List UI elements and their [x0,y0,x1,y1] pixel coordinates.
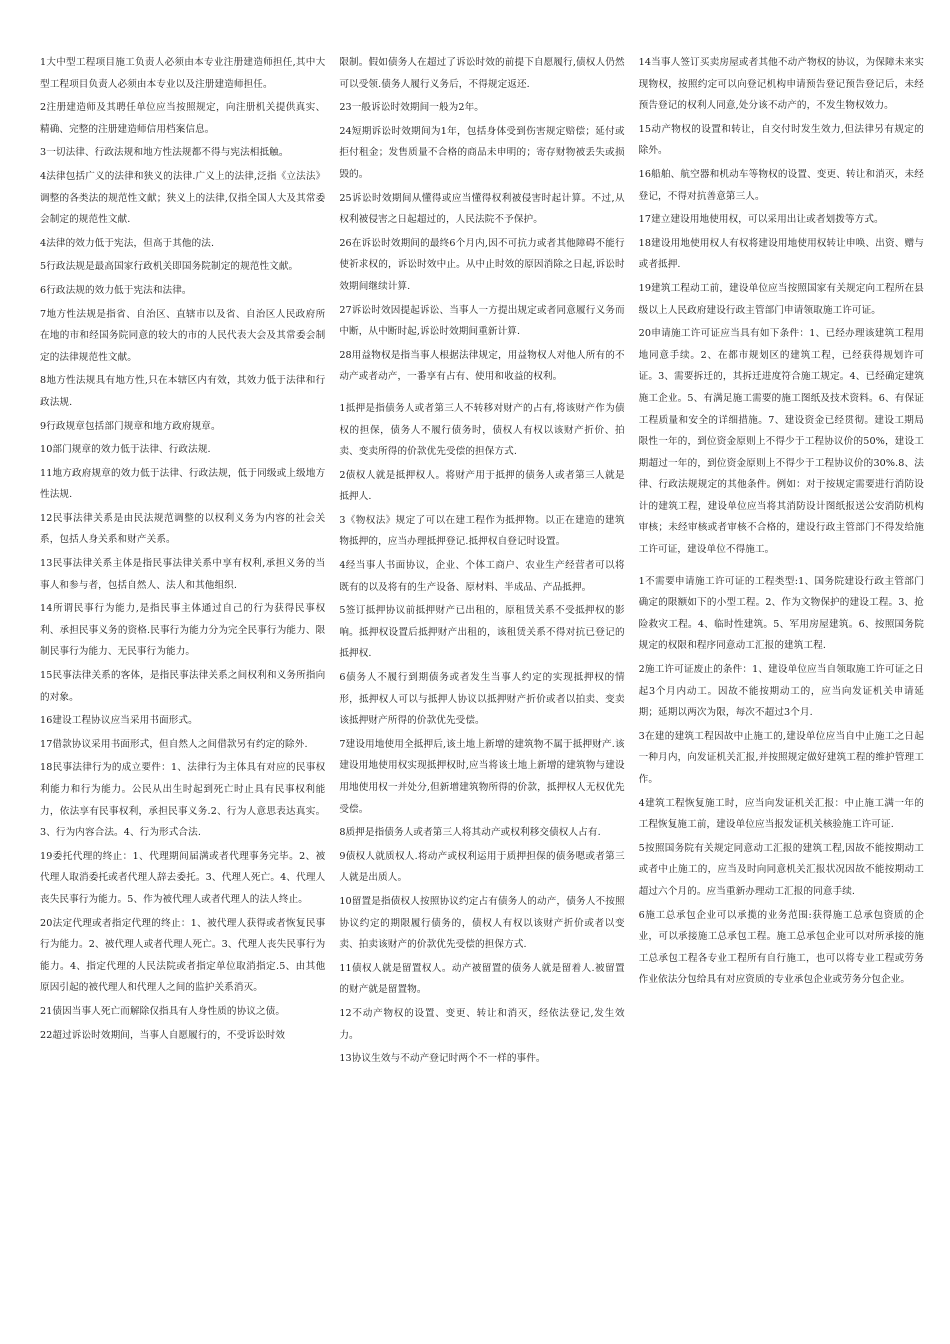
paragraph: 3在建的建筑工程因故中止施工的,建设单位应当自中止施工之日起一种月内，向发证机关汇报,并按照规定做好建筑工程的维护管理工作。 [638,730,924,785]
paragraph: 19建筑工程动工前，建设单位应当按照国家有关规定向工程所在县级以上人民政府建设行政主管部门申请领取施工许可证。 [638,282,924,316]
paragraph: 16船舶、航空器和机动车等物权的设置、变更、转让和消灭，未经登记，不得对抗善意第三人。 [638,168,924,202]
paragraph: 15动产物权的设置和转让，自交付时发生效力,但法律另有规定的除外。 [638,123,924,157]
paragraph: 2债权人就是抵押权人。将财产用于抵押的债务人或者第三人就是抵押人. [339,469,625,503]
paragraph: 23一般诉讼时效期间一般为2年。 [339,102,484,114]
paragraph: 1大中型工程项目施工负责人必须由本专业注册建造师担任,其中大型工程项目负责人必须由本专业以及注册建造师担任。 [40,57,326,90]
paragraph: 4法律包括广义的法律和狭义的法律.广义上的法律,泛指《立法法》调整的各类法的规范性文献；狭义上的法律,仅指全国人大及其常委会制定的规范性文献. [40,170,326,226]
paragraph: 12民事法律关系是由民法规范调整的以权利义务为内容的社会关系，包括人身关系和财产关系。 [40,512,326,546]
paragraph: 4建筑工程恢复施工时，应当向发证机关汇报：中止施工满一年的工程恢复施工前，建设单位应当报发证机关核验施工许可证. [638,797,924,831]
paragraph: 19委托代理的终止：1、代理期间届满或者代理事务完毕。2、被代理人取消委托或者代理人辞去委托。3、代理人死亡。4、代理人丧失民事行为能力。5、作为被代理人或者代理人的法人终止。 [40,850,326,905]
paragraph: 3一切法律、行政法规和地方性法规都不得与宪法相抵触。 [40,147,289,159]
paragraph: 10留置是指债权人按照协议约定占有债务人的动产，债务人不按照协议约定的期限履行债务的，债权人有权以该财产折价或者以变卖、拍卖该财产的价款优先受偿的担保方式. [339,895,625,951]
paragraph: 16建设工程协议应当采用书面形式。 [40,715,198,727]
text-column-left [40,52,325,1324]
text-column-right [639,52,924,1324]
paragraph: 7建设用地使用全抵押后,该土地上新增的建筑物不属于抵押财产.该建设用地使用权实现抵押权时,应当将该土地上新增的建筑物与建设用地使用权一并处分,但新增建筑物所得的价款，抵押权人无权优先受偿。 [339,738,625,815]
paragraph: 18建设用地使用权人有权将建设用地使用权转让申唤、出资、赠与或者抵押. [638,237,924,271]
paragraph: 14当事人签订买卖房屋或者其他不动产物权的协议，为保障未来实现物权，按照约定可以向登记机构申请预告登记预告登记后，未经预告登记的权利人同意,处分该不动产的，不发生物权效力。 [638,57,924,112]
paragraph: 18民事法律行为的成立要件：1、法律行为主体具有对应的民事权利能力和行为能力。公民从出生时起到死亡时止具有民事权利能力，依法享有民事权利，承担民事义务.2、行为人意思表达真实。3、行为内容合法。4、行为形式合法. [40,762,326,839]
paragraph: 20申请施工许可证应当具有如下条件：1、已经办理该建筑工程用地同意手续。2、在都市规划区的建筑工程，已经获得规划许可证。3、需要拆迁的，其拆迁进度符合施工规定。4、已经确定建筑施工企业。5、有满足施工需要的施工图纸及技术资料。6、有保证工程质量和安全的详细措施。7、建设资金已经贯彻。建设工期局限性一年的，到位资金原则上不得少于工程协议价的50%，建设工期超过一年的，到位资金原则上不得少于工程协议价的30%.8、法律、行政法规规定的其他条件。例如：对于按规定需要进行消防设计的建筑工程，建设单位应当将其消防设计图纸报送公安消防机构审核；未经审核或者审核不合格的，建设行政主管部门不得发给施工许可证，建设单位不得施工。 [638,328,924,556]
paragraph: 2施工许可证废止的条件：1、建设单位应当自领取施工许可证之日起3个月内动工。因故不能按期动工的，应当向发证机关申请延期；延期以两次为限，每次不超过3个月. [638,664,924,719]
paragraph: 9行政规章包括部门规章和地方政府规章。 [40,420,221,432]
paragraph: 8地方性法规具有地方性,只在本辖区内有效，其效力低于法律和行政法规. [40,375,326,408]
paragraph: 2注册建造师及其聘任单位应当按照规定，向注册机关提供真实、精确、完整的注册建造师信用档案信息。 [40,102,326,135]
paragraph: 9债权人就质权人.将动产或权利运用于质押担保的债务嗯或者第三人就是出质人。 [339,850,625,884]
paragraph: 12不动产物权的设置、变更、转让和消灭，经依法登记,发生效力。 [339,1007,625,1041]
paragraph: 21债因当事人死亡而解除仅指具有人身性质的协议之债。 [40,1005,286,1017]
paragraph: 6施工总承包企业可以承揽的业务范围:获得施工总承包资质的企业，可以承接施工总承包工程。施工总承包企业可以对所承接的施工总承包工程各专业工程所有自行施工，也可以将专业工程或劳务作业依法分包给具有对应资质的专业承包企业或劳务分包企业。 [638,909,924,986]
paragraph: 24短期诉讼时效期间为1年，包括身体受到伤害规定赔偿；延付或拒付租金；发售质量不合格的商品未申明的；寄存财物被丢失或损毁的。 [339,125,625,180]
paragraph: 17借款协议采用书面形式，但自然人之间借款另有约定的除外. [40,738,308,750]
paragraph: 25诉讼时效期间从懂得或应当懂得权利被侵害时起计算。不过,从权利被侵害之日起超过的，人民法院不予保护。 [339,192,625,226]
paragraph: 15民事法律关系的客体，是指民事法律关系之间权利和义务所指向的对象。 [40,670,326,703]
paragraph: 14所谓民事行为能力,是指民事主体通过自己的行为获得民事权利、承担民事义务的资格.民事行为能力分为完全民事行为能力、限制民事行为能力、无民事行为能力。 [40,603,326,658]
paragraph: 11地方政府规章的效力低于法律、行政法规，低于同级或上级地方性法规. [40,467,326,501]
paragraph: 8质押是指债务人或者第三人将其动产或权利移交债权人占有. [339,827,601,839]
paragraph: 7地方性法规是指省、自治区、直辖市以及省、自治区人民政府所在地的市和经国务院同意的较大的市的人民代表大会及其常委会制定的法律规范性文献。 [40,308,326,363]
paragraph: 20法定代理或者指定代理的终止：1、被代理人获得或者恢复民事行为能力。2、被代理人或者代理人死亡。3、代理人丧失民事行为能力。4、指定代理的人民法院或者指定单位取消指定.5、由其他原因引起的被代理人和代理人之间的监护关系消灭。 [40,917,326,994]
paragraph: 22超过诉讼时效期间，当事人自愿履行的，不受诉讼时效 [40,1029,286,1041]
paragraph: 限制。假如债务人在超过了诉讼时效的前提下自愿履行,债权人仍然可以受领.债务人履行义务后，不得规定返还. [339,57,625,90]
paragraph: 3《物权法》规定了可以在建工程作为抵押物。以正在建造的建筑物抵押的，应当办理抵押登记.抵押权自登记时设置。 [339,514,625,548]
paragraph: 5行政法规是最高国家行政机关即国务院制定的规范性文献。 [40,261,299,273]
paragraph: 27诉讼时效因提起诉讼、当事人一方提出规定或者同意履行义务而中断，从中断时起,诉讼时效期间重新计算. [339,304,625,338]
paragraph: 4法律的效力低于宪法，但高于其他的法. [40,237,215,249]
paragraph: 26在诉讼时效期间的最终6个月内,因不可抗力或者其他障碍不能行使祈求权的，诉讼时效中止。从中止时效的原因消除之日起,诉讼时效期间继续计算. [339,237,625,292]
paragraph: 11债权人就是留置权人。动产被留置的债务人就是留着人.被留置的财产就是留置物。 [339,962,625,996]
paragraph: 13协议生效与不动产登记时两个不一样的事件。 [339,1053,546,1065]
paragraph: 5签订抵押协议前抵押财产已出租的，原租赁关系不受抵押权的影响。抵押权设置后抵押财产出租的，该租赁关系不得对抗已登记的抵押权. [339,605,625,660]
paragraph: 1不需要申请施工许可证的工程类型:1、国务院建设行政主管部门确定的限额如下的小型工程。2、作为文物保护的建设工程。3、抢险救灾工程。4、临时性建筑。5、军用房屋建筑。6、按照国务院规定的权限和程序同意动工汇报的建筑工程. [638,575,924,652]
paragraph: 13民事法律关系主体是指民事法律关系中享有权利,承担义务的当事人和参与者，包括自然人、法人和其他组织. [40,558,326,591]
paragraph: 6行政法规的效力低于宪法和法律。 [40,284,192,296]
text-column-middle [339,52,624,1324]
paragraph: 17建立建设用地使用权，可以采用出让或者划拨等方式。 [638,214,884,226]
paragraph: 4经当事人书面协议，企业、个体工商户、农业生产经营者可以将既有的以及将有的生产设备、原材料、半成品、产品抵押。 [339,560,625,593]
paragraph: 1抵押是指债务人或者第三人不转移对财产的占有,将该财产作为债权的担保，债务人不履行债务时，债权人有权以该财产折价、拍卖、变卖所得的价款优先受偿的担保方式. [339,402,625,458]
paragraph: 5按照国务院有关规定同意动工汇报的建筑工程,因故不能按期动工或者中止施工的，应当及时向同意机关汇报状况因故不能按期动工超过六个月的。应当重新办理动工汇报的同意手续. [638,842,924,897]
paragraph: 10部门规章的效力低于法律、行政法规. [40,444,211,456]
paragraph: 28用益物权是指当事人根据法律规定，用益物权人对他人所有的不动产或者动产，一番享有占有、使用和收益的权利。 [339,349,625,383]
paragraph: 6债务人不履行到期债务或者发生当事人约定的实现抵押权的情形，抵押权人可以与抵押人协议以抵押财产折价或者以拍卖、变卖该抵押财产所得的价款优先受偿。 [339,672,625,727]
